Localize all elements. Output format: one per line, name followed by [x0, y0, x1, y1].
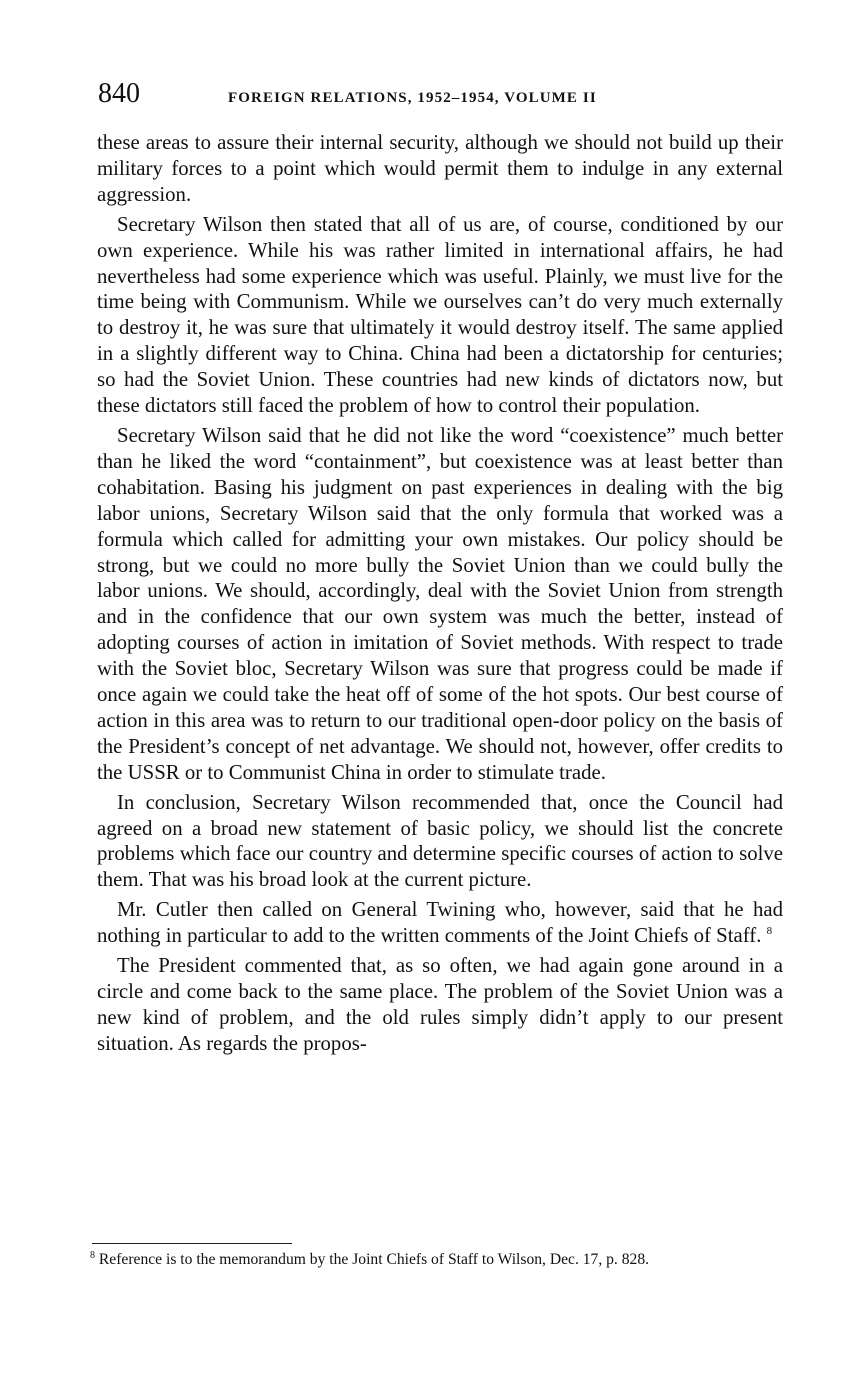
paragraph-with-footnote [97, 897, 783, 949]
paragraph-continued: these areas to assure their internal security, although we should not build up their military forces to a point which would permit them to indulge in any external aggression. [97, 131, 783, 206]
paragraph: Secretary Wilson then stated that all of us are, of course, conditioned by our own experience. While his was rather limited in international affairs, he had nevertheless had some experience which was useful. Plainly, we must live for the time being with Communism. While we ourselves can’t do very much externally to destroy it, he was sure that ultimately it would destroy itself. The same applied in a slightly different way to China. China had been a dictatorship for centuries; so had the Soviet Union. These countries had new kinds of dictators now, but these dictators still faced the problem of how to control their population. [97, 212, 783, 418]
footnote [90, 1250, 780, 1270]
paragraph: The President commented that, as so often, we had again gone around in a circle and come back to the same place. The problem of the Soviet Union was a new kind of problem, and the old rules simply didn’t apply to our present situation. As regards the propos- [97, 954, 783, 1055]
body-text [97, 130, 783, 1061]
footnote-marker: 8 [90, 1249, 95, 1261]
paragraph: In conclusion, Secretary Wilson recommended that, once the Council had agreed on a broad new statement of basic policy, we should list the concrete problems which face our country and determine specific courses of action to solve them. That was his broad look at the current picture. [97, 790, 783, 892]
running-head: FOREIGN RELATIONS, 1952–1954, VOLUME II [228, 90, 597, 106]
footnote-text: Reference is to the memorandum by the Joint Chiefs of Staff to Wilson, Dec. 17, p. 828. [98, 1251, 650, 1268]
footnote-reference[interactable]: 8 [766, 925, 773, 938]
paragraph: Secretary Wilson said that he did not like the word “coexistence” much better than he liked the word “containment”, but coexistence was at least better than cohabitation. Basing his judgment on past experiences in dealing with the big labor unions, Secretary Wilson said that the only formula that worked was a formula which called for admitting your own mistakes. Our policy should be strong, but we could no more bully the Soviet Union than we could bully the labor unions. We should, accordingly, deal with the Soviet Union from strength and in the confidence that our own system was much the better, instead of adopting courses of action in imitation of Soviet methods. With respect to trade with the Soviet bloc, Secretary Wilson was sure that progress could be made if once again we could take the heat off of some of the hot spots. Our best course of action in this area was to return to our traditional open-door policy on the basis of the President’s concept of net advantage. We should not, however, offer credits to the USSR or to Communist China in order to stimulate trade. [97, 423, 783, 784]
footnote-divider [92, 1243, 292, 1244]
page-header [98, 78, 783, 114]
paragraph-text: Mr. Cutler then called on General Twining who, however, said that he had nothing in particular to add to the written comments of the Joint Chiefs of Staff. [97, 898, 783, 948]
page-number: 840 [98, 78, 140, 109]
